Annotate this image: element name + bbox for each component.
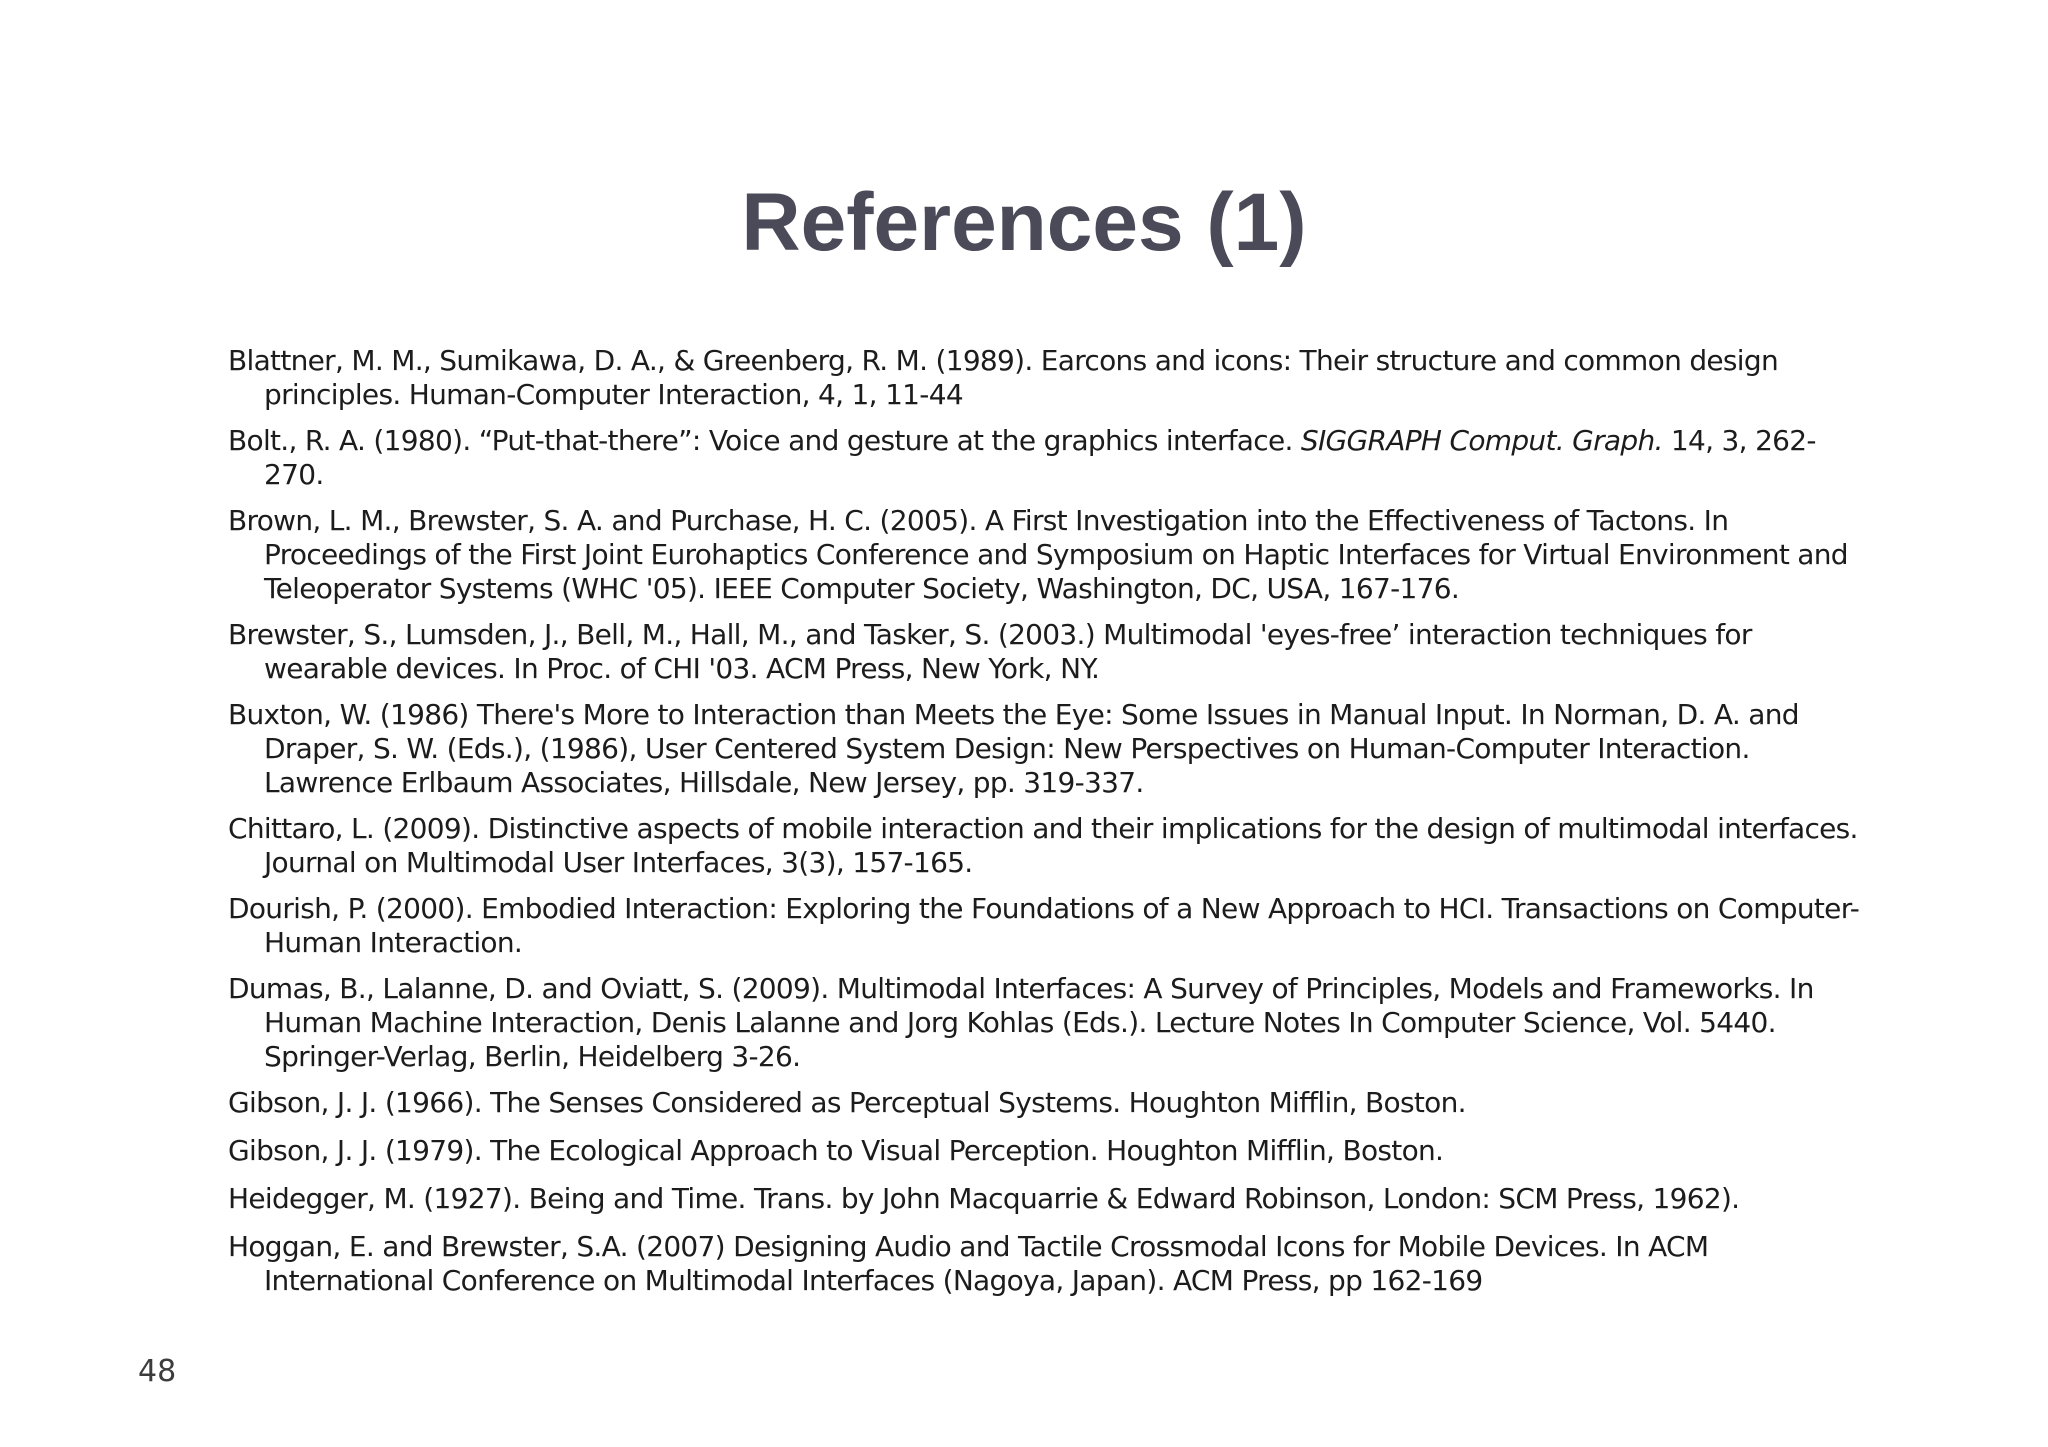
reference-item-gibson-1979: Gibson, J. J. (1979). The Ecological Approach to Visual Perception. Houghton Mifflin, Boston. bbox=[228, 1134, 1444, 1167]
reference-item-hoggan-2007: Hoggan, E. and Brewster, S.A. (2007) Designing Audio and Tactile Crossmodal Icons for Mobile Devices. In ACM International Conference on Multimodal Interfaces (Nagoya, Japan). ACM Press, pp 162-169 bbox=[228, 1230, 1709, 1297]
slide-title: References (1) bbox=[741, 177, 1307, 268]
reference-item-bolt-1980 bbox=[228, 424, 1868, 492]
reference-item-chittaro-2009: Chittaro, L. (2009). Distinctive aspects of mobile interaction and their implications for the design of multimodal interfaces. Journal on Multimodal User Interfaces, 3(3), 157-165. bbox=[228, 812, 1858, 879]
reference-journal-italic: SIGGRAPH Comput. Graph. bbox=[1300, 424, 1663, 457]
reference-item-dourish-2000: Dourish, P. (2000). Embodied Interaction: Exploring the Foundations of a New Approach to HCI. Transactions on Computer-Human Interaction. bbox=[228, 892, 1860, 959]
reference-item-buxton-1986: Buxton, W. (1986) There's More to Interaction than Meets the Eye: Some Issues in Manual Input. In Norman, D. A. and Draper, S. W. (Eds.), (1986), User Centered System Design: New Perspectives on Human-Computer Interaction. Lawrence Erlbaum Associates, Hillsdale, New Jersey, pp. 319-337. bbox=[228, 698, 1799, 799]
reference-list bbox=[228, 344, 1868, 1310]
reference-item-brewster-2003: Brewster, S., Lumsden, J., Bell, M., Hall, M., and Tasker, S. (2003.) Multimodal 'eyes-free’ interaction techniques for wearable devices. In Proc. of CHI '03. ACM Press, New York, NY. bbox=[228, 618, 1752, 685]
reference-item-dumas-2009: Dumas, B., Lalanne, D. and Oviatt, S. (2009). Multimodal Interfaces: A Survey of Principles, Models and Frameworks. In Human Machine Interaction, Denis Lalanne and Jorg Kohlas (Eds.). Lecture Notes In Computer Science, Vol. 5440. Springer-Verlag, Berlin, Heidelberg 3-26. bbox=[228, 972, 1814, 1073]
reference-text: Bolt., R. A. (1980). “Put-that-there”: Voice and gesture at the graphics interface. bbox=[228, 424, 1301, 457]
reference-item-blattner-1989: Blattner, M. M., Sumikawa, D. A., & Greenberg, R. M. (1989). Earcons and icons: Their structure and common design principles. Human-Computer Interaction, 4, 1, 11-44 bbox=[228, 344, 1778, 411]
reference-item-heidegger-1927: Heidegger, M. (1927). Being and Time. Trans. by John Macquarrie & Edward Robinson, London: SCM Press, 1962). bbox=[228, 1182, 1740, 1215]
page-number: 48 bbox=[138, 1354, 177, 1389]
reference-item-gibson-1966: Gibson, J. J. (1966). The Senses Considered as Perceptual Systems. Houghton Mifflin, Boston. bbox=[228, 1086, 1466, 1119]
reference-item-brown-2005: Brown, L. M., Brewster, S. A. and Purchase, H. C. (2005). A First Investigation into the Effectiveness of Tactons. In Proceedings of the First Joint Eurohaptics Conference and Symposium on Haptic Interfaces for Virtual Environment and Teleoperator Systems (WHC '05). IEEE Computer Society, Washington, DC, USA, 167-176. bbox=[228, 504, 1848, 605]
reference-text: 14, 3, 262-270. bbox=[264, 424, 1816, 491]
